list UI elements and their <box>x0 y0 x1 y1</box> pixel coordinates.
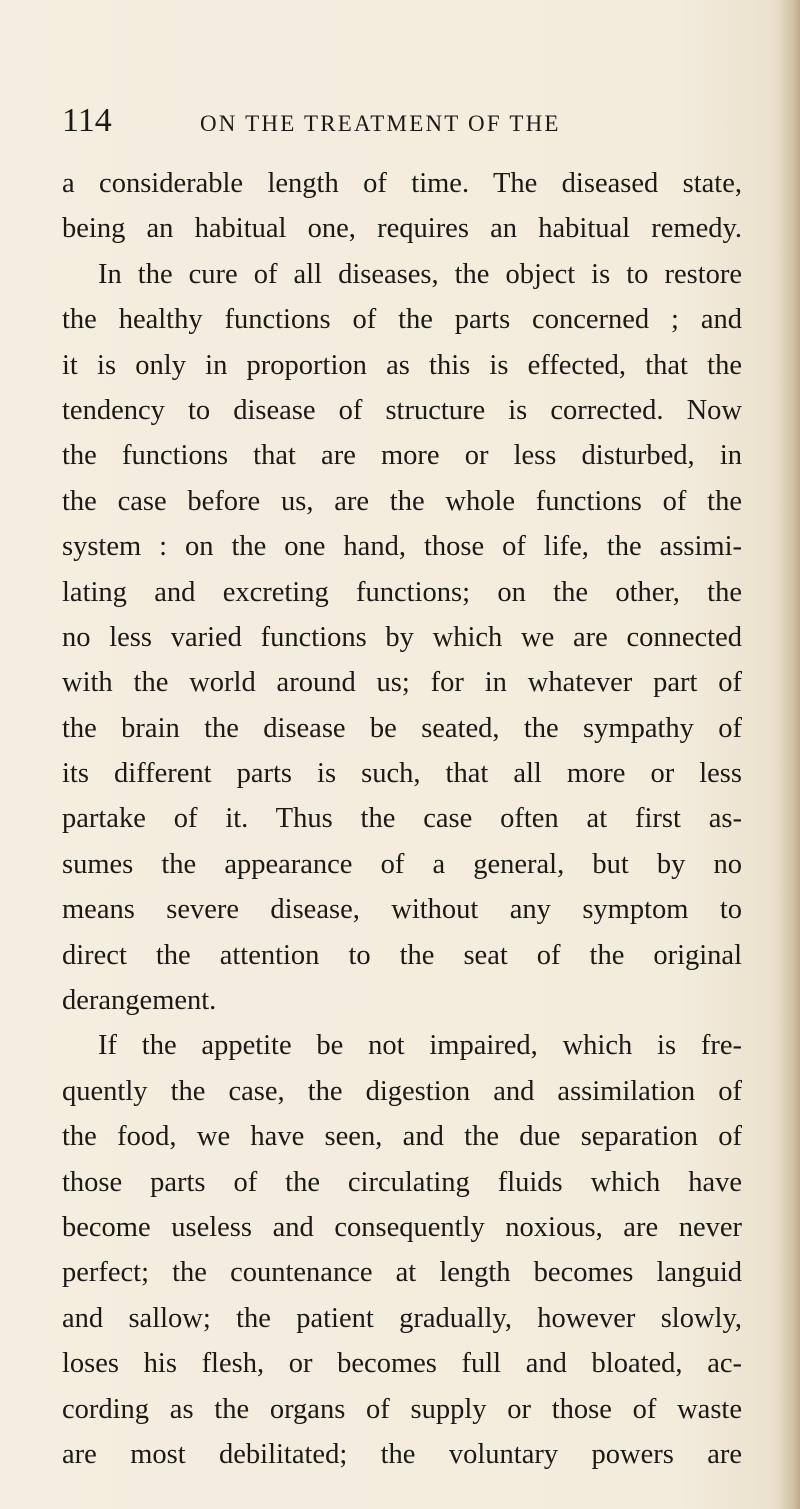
text-line: it is only in proportion as this is effected, that the <box>62 349 742 381</box>
text-line: and sallow; the patient gradually, however slowly, <box>62 1302 742 1334</box>
text-line: its different parts is such, that all more or less <box>62 758 742 790</box>
text-line: derangement. <box>62 985 217 1017</box>
text-line: a considerable length of time. The diseased state, <box>62 168 742 199</box>
text-line: cording as the organs of supply or those of waste <box>62 1393 742 1425</box>
text-line: the functions that are more or less disturbed, in <box>62 440 742 472</box>
text-line: partake of it. Thus the case often at first as- <box>62 803 742 835</box>
text-line: sumes the appearance of a general, but by no <box>62 848 742 880</box>
text-line: being an habitual one, requires an habitual remedy. <box>62 213 742 245</box>
text-line: the brain the disease be seated, the sympathy of <box>62 712 742 744</box>
text-line: means severe disease, without any symptom to <box>62 894 742 926</box>
running-title: ON THE TREATMENT OF THE <box>200 111 561 136</box>
text-line: In the cure of all diseases, the object is to restore <box>98 258 742 290</box>
text-line: tendency to disease of structure is corrected. Now <box>62 394 742 426</box>
text-line: those parts of the circulating fluids which have <box>62 1166 742 1198</box>
text-line: no less varied functions by which we are connected <box>62 621 742 653</box>
text-line: become useless and consequently noxious, are never <box>62 1211 742 1243</box>
text-line: the case before us, are the whole functions of the <box>62 485 742 517</box>
text-line: loses his flesh, or becomes full and bloated, ac- <box>62 1348 742 1380</box>
body-text <box>62 161 742 1477</box>
text-line: system : on the one hand, those of life, the assimi- <box>62 531 742 563</box>
text-line: the food, we have seen, and the due separation of <box>62 1121 742 1153</box>
text-line: are most debilitated; the voluntary powers are <box>62 1438 742 1470</box>
text-line: with the world around us; for in whatever part of <box>62 667 742 699</box>
page-edge-shadow <box>778 0 800 1509</box>
text-line: lating and excreting functions; on the other, the <box>62 576 742 608</box>
text-line: perfect; the countenance at length becomes languid <box>62 1257 742 1289</box>
text-line: quently the case, the digestion and assimilation of <box>62 1075 742 1107</box>
text-line: direct the attention to the seat of the original <box>62 939 742 971</box>
page-header <box>62 101 742 145</box>
text-line: the healthy functions of the parts concerned ; and <box>62 304 742 336</box>
text-line: If the appetite be not impaired, which is fre- <box>98 1030 742 1062</box>
page-number: 114 <box>62 102 112 139</box>
